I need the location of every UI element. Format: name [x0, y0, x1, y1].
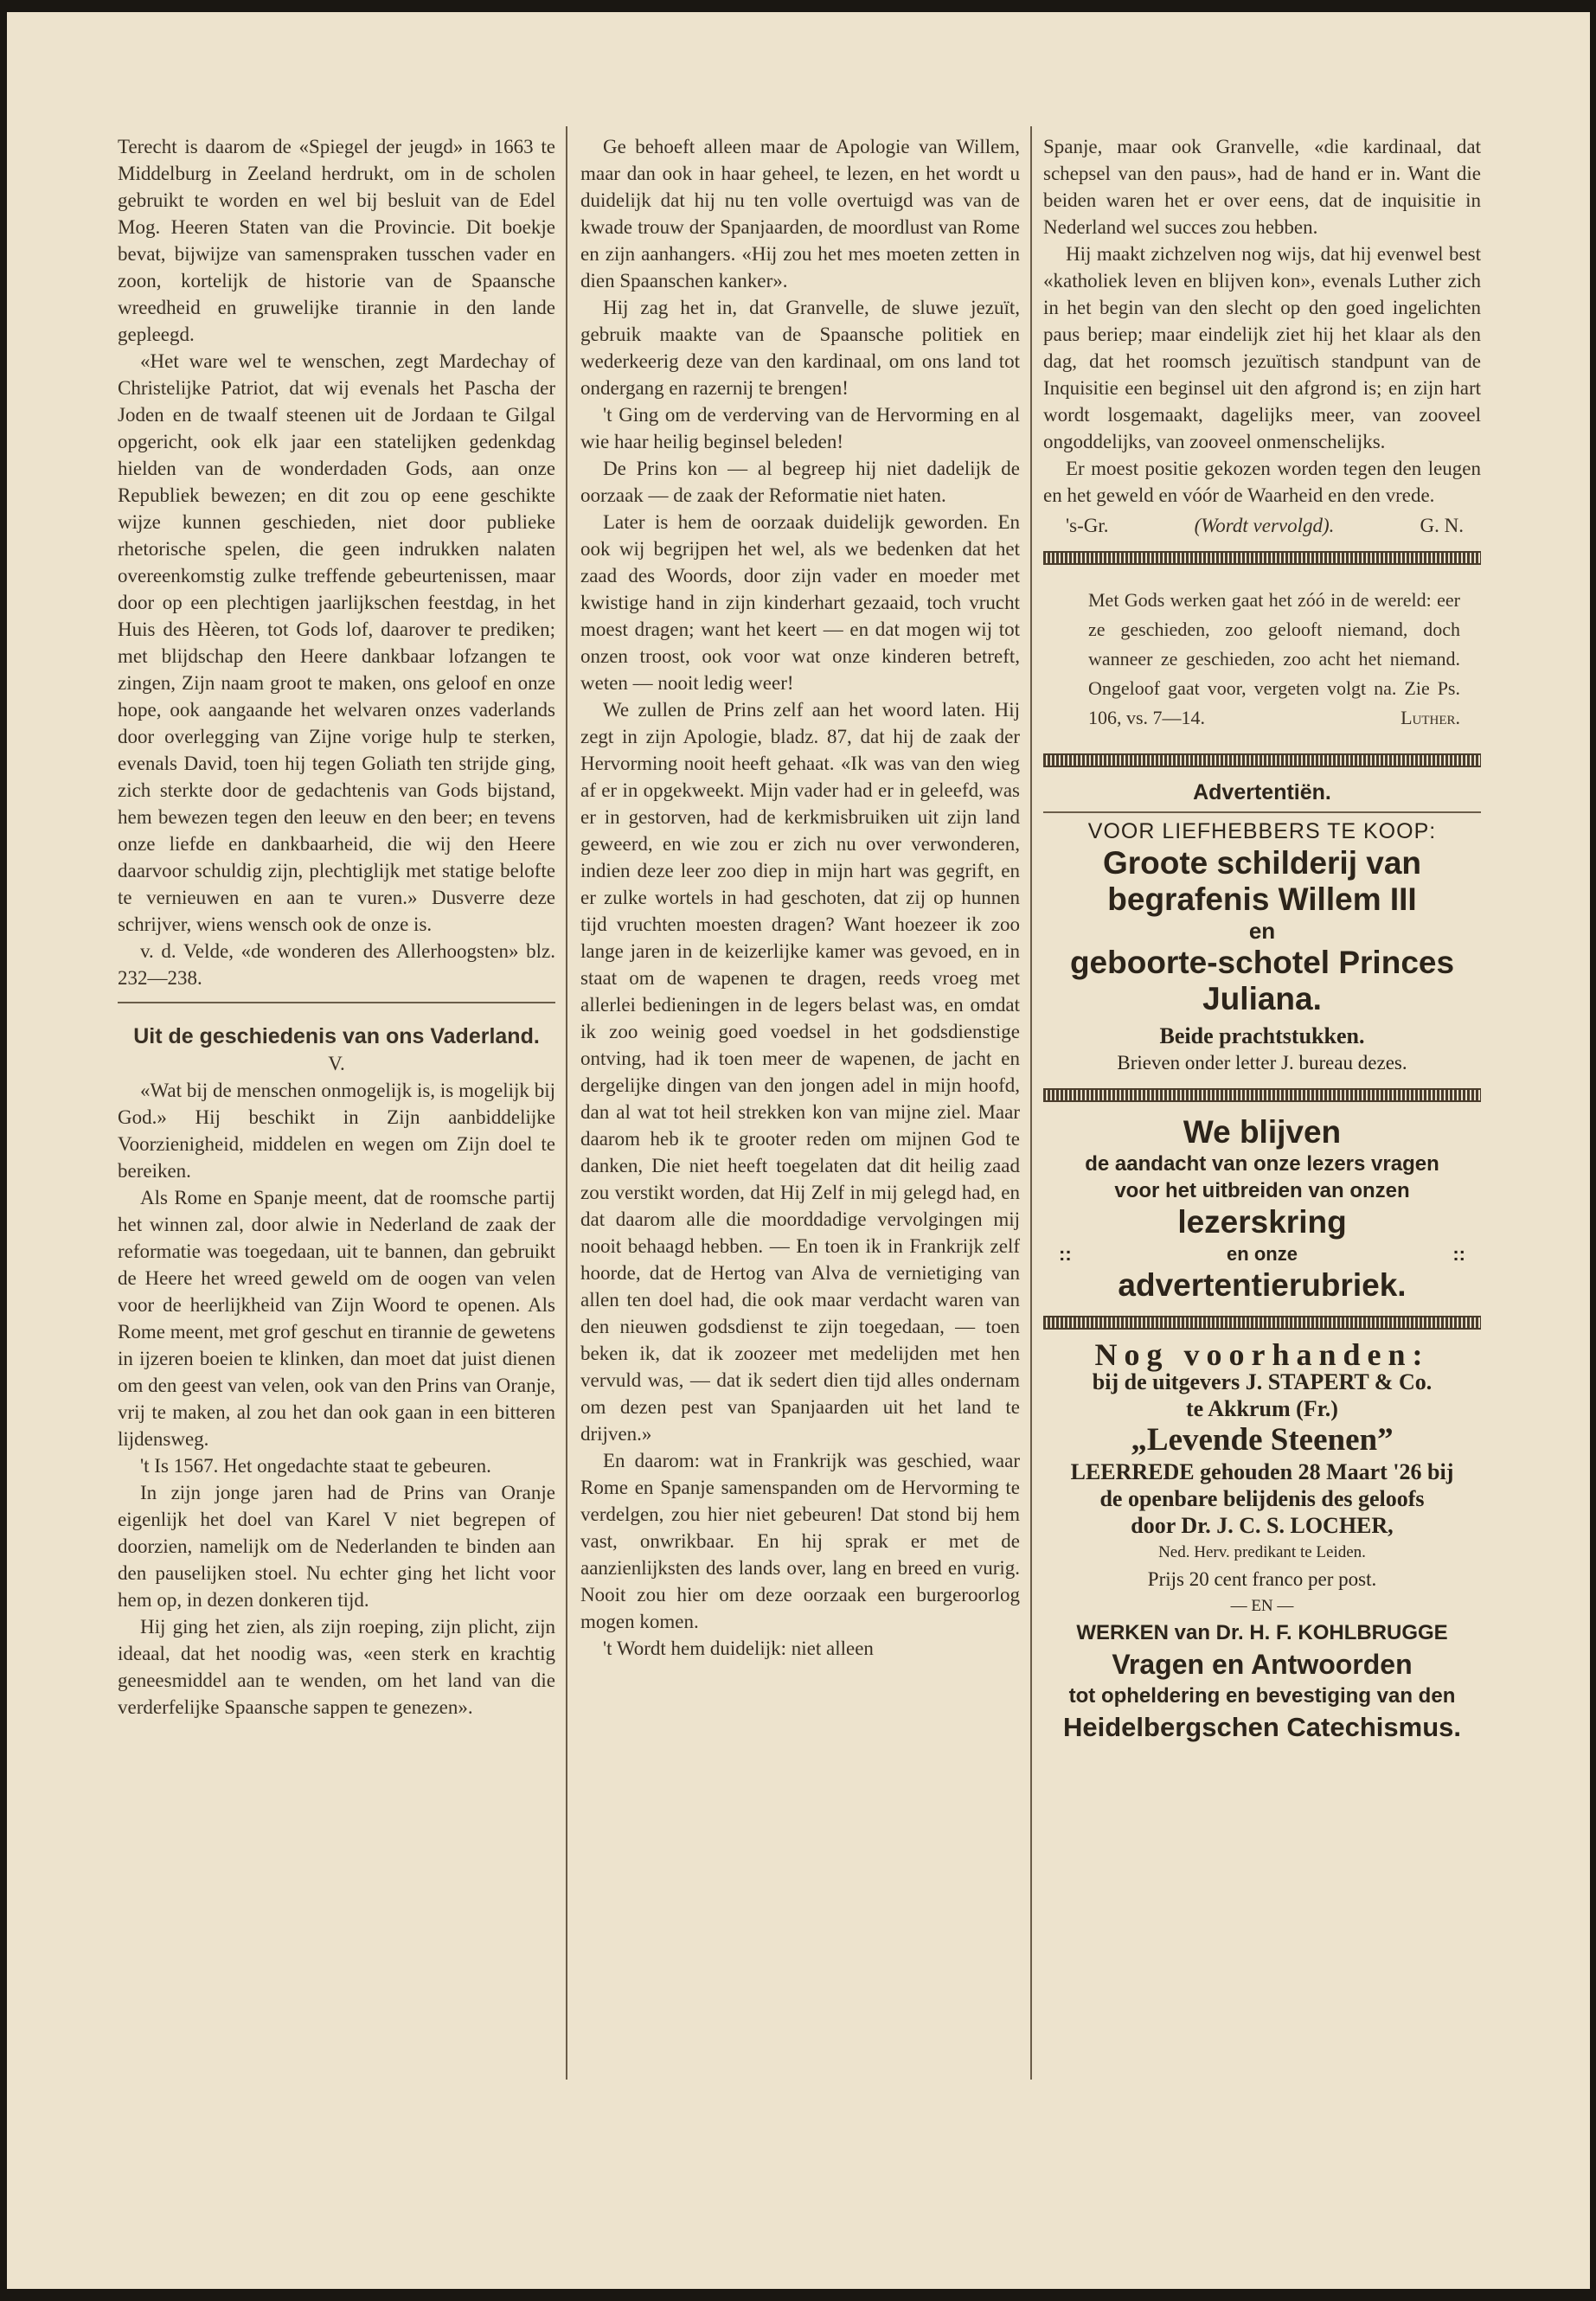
ad-mark: ::: [1059, 1243, 1072, 1265]
ad-publisher-place: te Akkrum (Fr.): [1186, 1396, 1338, 1421]
ad-headline: We blijven: [1183, 1114, 1342, 1150]
paragraph: Terecht is daarom de «Spiegel der jeugd» in 1663 te Middelburg in Zeeland herdrukt, om in de scholen gebruikt te worden en wel bij besluit van de Edel Mog. Heeren Staten van die Provincie. Dit boekje bevat, bijwijze van samenspraken tusschen vader en zoon, kortelijk de historie van de Spaansche wreedheid en gruwelijke tirannie in den lande gepleegd.: [118, 136, 555, 345]
ad-author-title: Ned. Herv. predikant te Leiden.: [1158, 1543, 1366, 1561]
paragraph: We zullen de Prins zelf aan het woord laten. Hij zegt in zijn Apologie, bladz. 87, dat hij de zaak der Hervorming nooit heeft gehaat. «Ik was van den wieg af er in opgekweekt. Mijn vader had er in geleefd, was er in gestorven, had de kerkmisbruiken uit zijn land geweerd, en wie zou er zich nu over verwonderen, indien deze leer zoo diep in mijn hart was gegrift, en er zulke wortels in had geschoten, dat zij op hunnen tijd vruchten moesten dragen? Want hoezeer ik zoo lange jaren in de keizerlijke kamer was gevoed, en in staat om de wapenen te dragen, reeds vroeg met allerlei bedieningen in de legers belast was, en omdat ik zoo weinig goed voedsel in het godsdienstige ontving, had ik toen meer de wapenen, de jacht en dergelijke dingen van den jongen adel in mijn hoofd, dan al wat tot heil strekken kon van mijne ziel. Maar daarom heb ik te grooter reden om mijnen God te danken, Die niet heeft toegelaten dat dit heilig zaad zou verstikt worden, dat Hij Zelf in mij gelegd had, en dat daarom alle die moorddadige vervolgingen mij nooit behaagd hebben. — En toen ik in Frankrijk zelf hoorde, dat de Hertog van Alva de vernietiging van allen ten doel had, die ook maar verdacht waren van den nieuwen godsdienst te zijn toegedaan, — toen beken ik, dat ik zoozeer met medelijden met hen vervuld was, — dat ik sedert dien tijd alles ondernam om dezen pest van Spanjaarden uit het land te drijven.»: [580, 699, 1020, 1445]
ad-headline: lezerskring: [1177, 1204, 1347, 1240]
paragraph: En daarom: wat in Frankrijk was geschied, waar Rome en Spanje samenspanden om de Hervorming te verdelgen, zou hier niet gebeuren! Dat stond bij hem vast, onwrikbaar. En hij sprak er met de aanzienlijksten des lands over, lang en breed en vurig. Nooit zou hier om deze oorzaak een burgeroorlog mogen komen.: [580, 1450, 1020, 1632]
ad-contact: Brieven onder letter J. bureau dezes.: [1117, 1052, 1407, 1074]
ad-headline: geboorte-schotel Princes: [1069, 945, 1455, 980]
ad-headline: advertentierubriek.: [1118, 1267, 1407, 1303]
paragraph: Spanje, maar ook Granvelle, «die kardinaal, dat schepsel van den paus», had de hand er in. Want die beiden waren het er over eens, dat de inquisitie in Nederland wel succes zou hebben.: [1043, 136, 1481, 238]
signoff-initials: G. N.: [1420, 515, 1464, 536]
ad-subline: Beide prachtstukken.: [1159, 1023, 1365, 1048]
paragraph: «Wat bij de menschen onmogelijk is, is mogelijk bij God.» Hij beschikt in Zijn aanbiddelijke Voorzienigheid, middelen en wegen om Zijn doel te bereiken.: [118, 1080, 555, 1182]
ad-text: de aandacht van onze lezers vragen: [1085, 1152, 1439, 1176]
ad-book-title: „Levende Steenen”: [1131, 1422, 1394, 1458]
ad-works: WERKEN van Dr. H. F. KOHLBRUGGE: [1076, 1621, 1448, 1644]
signoff-note: (Wordt vervolgd).: [1194, 515, 1335, 536]
luther-quote: [1043, 577, 1481, 741]
paragraph: 't Ging om de verderving van de Hervorming en al wie haar heilig beginsel beleden!: [580, 404, 1020, 452]
ad-price: Prijs 20 cent franco per post.: [1147, 1568, 1377, 1590]
advertisement-stapert: [1043, 1337, 1481, 1746]
newspaper-page: [7, 12, 1590, 2289]
paragraph: Hij zag het in, dat Granvelle, de sluwe jezuït, gebruik maakte van de Spaansche politiek en wederkeerig deze van den kardinaal, om ons land tot ondergang en razernij te brengen!: [580, 297, 1020, 399]
section-number: V.: [328, 1053, 345, 1074]
ad-conjunction: en: [1248, 918, 1276, 944]
ad-headline: begrafenis Willem III: [1107, 881, 1417, 917]
paragraph: Ge behoeft alleen maar de Apologie van Willem, maar dan ook in haar geheel, te lezen, en het wordt u duidelijk dat hij nu ten volle overtuigd was van de kwade trouw der Spanjaarden, de moordlust van Rome en zijn aanhangers. «Hij zou het mes moeten zetten in dien Spaanschen kanker».: [580, 136, 1020, 292]
column-2: [580, 133, 1020, 1662]
ad-row: [1043, 1240, 1481, 1267]
ad-separator: — EN —: [1230, 1597, 1294, 1615]
citation: v. d. Velde, «de wonderen des Allerhoogsten» blz. 232—238.: [118, 940, 555, 989]
ornamental-rule: [1043, 753, 1481, 767]
paragraph: Later is hem de oorzaak duidelijk geworden. En ook wij begrijpen het wel, als we bedenken dat het zaad des Woords, door zijn vader en moeder met kwistige hand in zijn kinderhart gezaaid, toch vrucht moest dragen; want het keert — en dat mogen wij tot onzen troost, ook voor wat onze kinderen betreft, weten — nooit ledig weer!: [580, 511, 1020, 694]
paragraph: Als Rome en Spanje meent, dat de roomsche partij het winnen zal, door alwie in Nederland de zaak der reformatie was toegedaan, uit te bannen, dan gebruikt de Heere het wreed geweld om de oogen van velen voor de heerlijkheid van Zijn Woord te openen. Als Rome meent, met grof geschut en tirannie de gewetens in ijzeren boeien te klinken, dan moet dat juist dienen om den geest van velen, ook van den Prins van Oranje, vrij te maken, al zou het dan ook gaan in een bitteren lijdensweg.: [118, 1187, 555, 1450]
paragraph: 't Wordt hem duidelijk: niet alleen: [603, 1638, 874, 1659]
column-1: [118, 133, 555, 1721]
paragraph: In zijn jonge jaren had de Prins van Oranje eigenlijk het doel van Karel V niet begrepen of doorzien, namelijk om de Nederlanden te binden aan den pauselijken stoel. Nu echter ging het licht voor hem op, in dezen donkeren tijd.: [118, 1482, 555, 1611]
paragraph: «Het ware wel te wenschen, zegt Mardechay of Christelijke Patriot, dat wij evenals het Pascha der Joden en de twaalf steenen uit de Jordaan te Gilgal opgericht, ook elk jaar een statelijken gedenkdag hielden van de wonderdaden Gods, aan onze Republiek bewezen; en dit zou op eene geschikte wijze kunnen geschieden, niet door publieke rhetorische spelen, die geen indrukken nalaten overeenkomstig zulke treffende gebeurtenissen, maar door op een plechtigen jaarlijkschen feestdag, in het Huis des Hèeren, tot Gods lof, daarover te prediken; met blijdschap den Heere dankbaar lofzangen te zingen, Zijn naam groot te maken, ons geloof en onze hope, ook aangaande het welvaren onzes vaderlands door overlegging van Zijne vorige hulp te sterken, evenals David, toen hij tegen Goliath ten strijde ging, zich sterkte door de gedachtenis van Gods bijstand, hem bewezen tegen den leeuw en den beer; en tevens onze liefde en dankbaarheid, die wij den Heere daarvoor schuldig zijn, plechtiglijk met statige belofte te vernieuwen en aan te vuren.» Dusverre deze schrijver, wiens wensch ook de onze is.: [118, 350, 555, 935]
ad-book-title: Vragen en Antwoorden: [1112, 1649, 1413, 1680]
ad-text: LEERREDE gehouden 28 Maart '26 bij: [1070, 1459, 1454, 1484]
paragraph: Er moest positie gekozen worden tegen den leugen en het geweld en vóór de Waarheid en den vrede.: [1043, 458, 1481, 506]
paragraph: Hij ging het zien, als zijn roeping, zijn plicht, zijn ideaal, dat het noodig was, «een sterk en krachtig geneesmiddel aan te wenden, om het land van die verderfelijke Spaansche sappen te genezen».: [118, 1616, 555, 1718]
paragraph: 't Is 1567. Het ongedachte staat te gebeuren.: [140, 1455, 491, 1477]
ad-intro: VOOR LIEFHEBBERS TE KOOP:: [1087, 819, 1437, 843]
column-rule-right: [1030, 126, 1032, 2080]
article-signoff: [1043, 512, 1481, 539]
paragraph: De Prins kon — al begreep hij niet dadelijk de oorzaak — de zaak der Reformatie niet haten.: [580, 458, 1020, 506]
ornamental-rule: [1043, 1316, 1481, 1330]
paragraph: Hij maakt zichzelven nog wijs, dat hij evenwel best «katholiek leven en blijven kon», evenals Luther zich in het begin van den slecht op den goed ingelichten paus beriep; maar eindelijk ziet hij het klaar als den dag, dat het roomsch jezuïtisch standpunt van de Inquisitie een beginsel uit den afgrond is; en zijn hart wordt losgemaakt, dagelijks meer, van zooveel ongoddelijks, van zooveel onmenschelijks.: [1043, 243, 1481, 452]
column-3: [1043, 133, 1481, 1746]
advertisement-schilderij: [1043, 779, 1481, 1076]
ad-author: door Dr. J. C. S. LOCHER,: [1131, 1513, 1394, 1538]
ad-mark: ::: [1452, 1243, 1465, 1265]
ad-text: voor het uitbreiden van onzen: [1114, 1179, 1410, 1202]
section-divider: [118, 1002, 555, 1003]
advertisement-lezerskring: [1043, 1114, 1481, 1304]
ad-text: en onze: [1227, 1243, 1298, 1265]
section-title: Uit de geschiedenis van ons Vaderland.: [133, 1024, 540, 1048]
signoff-place: 's-Gr.: [1066, 515, 1109, 536]
quote-text: Met Gods werken gaat het zóó in de wereld: eer ze geschieden, zoo gelooft niemand, doch wanneer ze geschieden, zoo acht het niemand. Ongeloof gaat voor, vergeten volgt na. Zie Ps. 106, vs. 7—14.: [1088, 589, 1460, 728]
ornamental-rule: [1043, 551, 1481, 565]
ad-book-title: Heidelbergschen Catechismus.: [1063, 1712, 1461, 1742]
advertisements-heading: Advertentiën.: [1043, 779, 1481, 813]
quote-author: Luther.: [1401, 707, 1460, 728]
ornamental-rule: [1043, 1088, 1481, 1102]
ad-text: de openbare belijdenis des geloofs: [1099, 1486, 1425, 1511]
ad-text: tot opheldering en bevestiging van den: [1068, 1684, 1456, 1708]
ad-headline: Juliana.: [1202, 981, 1322, 1016]
ad-publisher: bij de uitgevers J. STAPERT & Co.: [1092, 1369, 1433, 1394]
column-rule-left: [566, 126, 567, 2080]
ad-headline: Groote schilderij van: [1102, 845, 1422, 881]
ad-headline: Nog voorhanden:: [1094, 1337, 1430, 1372]
